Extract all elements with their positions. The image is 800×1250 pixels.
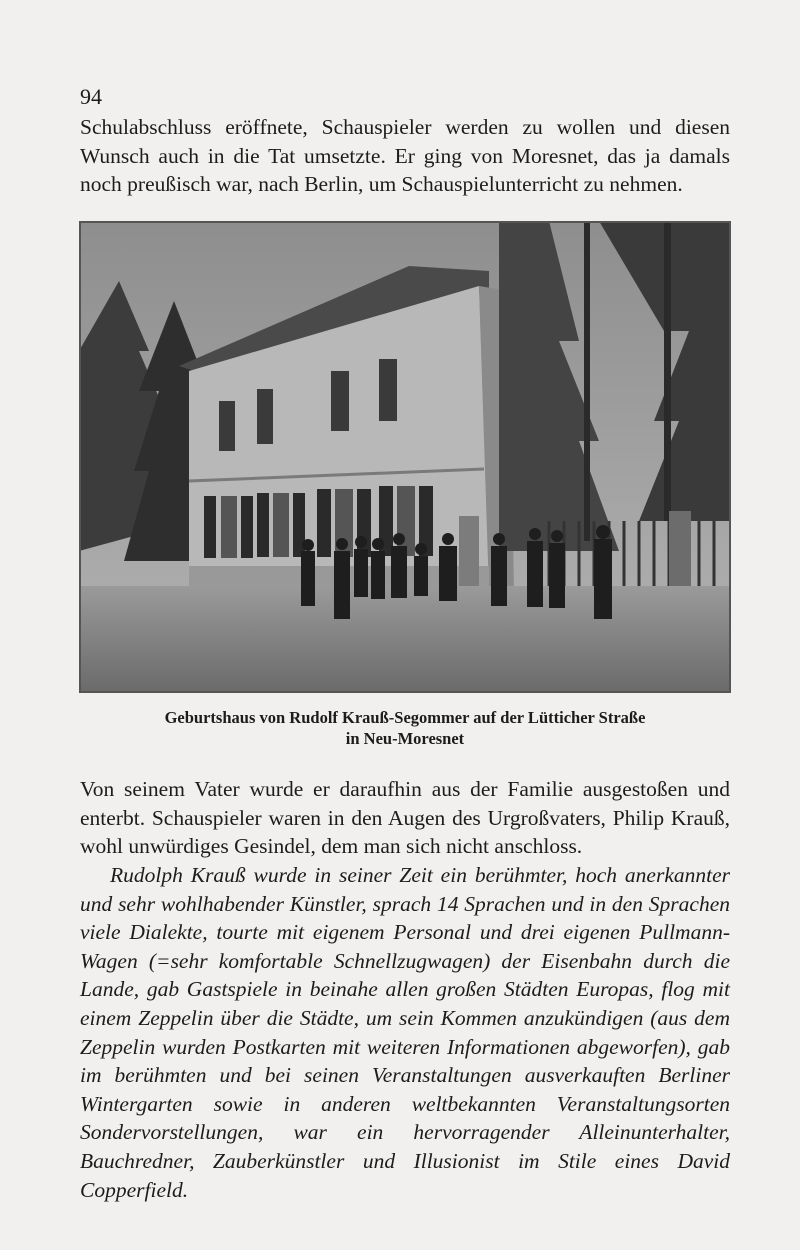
paragraph-2: Von seinem Vater wurde er daraufhin aus der Familie ausgestoßen und enterbt. Schauspieler waren in den Augen des Urgroßvaters, Philip Krauß, wohl unwürdiges Gesindel, dem man sich nicht anschloss. [80, 777, 730, 858]
page-number: 94 [80, 84, 102, 109]
caption-line-1: Geburtshaus von Rudolf Krauß-Segommer auf der Lütticher Straße [164, 708, 646, 727]
paragraph-3-italic: Rudolph Krauß wurde in seiner Zeit ein berühmter, hoch anerkannter und sehr wohlhabender Künstler, sprach 14 Sprachen und in den Sprachen viele Dialekte, tourte mit eigenem Personal und drei eigenen Pullmann-Wagen (=sehr komfortable Schnellzugwagen) der Eisenbahn durch die Lande, gab Gastspiele in beinahe allen großen Städten Europas, flog mit einem Zeppelin über die Städte, um sein Kommen anzukündigen (aus dem Zeppelin wurden Postkarten mit weiteren Informationen abgeworfen), gab im berühmten und bei seinen Veranstaltungen ausverkauften Berliner Wintergarten sowie in anderen weltbekannten Veranstaltungsorten Sondervorstellungen, war ein hervorragender Alleinunterhalter, Bauchredner, Zauberkünstler und Illusionist im Stile eines David Copperfield. [80, 863, 730, 1202]
photo-caption [80, 707, 730, 749]
paragraph-1: Schulabschluss eröffnete, Schauspieler werden zu wollen und diesen Wunsch auch in die Tat umsetzte. Er ging von Moresnet, das ja damals noch preußisch war, nach Berlin, um Schauspielunterricht zu nehmen. [80, 115, 730, 196]
house-photograph [79, 221, 731, 693]
caption-line-2: in Neu-Moresnet [345, 729, 465, 748]
